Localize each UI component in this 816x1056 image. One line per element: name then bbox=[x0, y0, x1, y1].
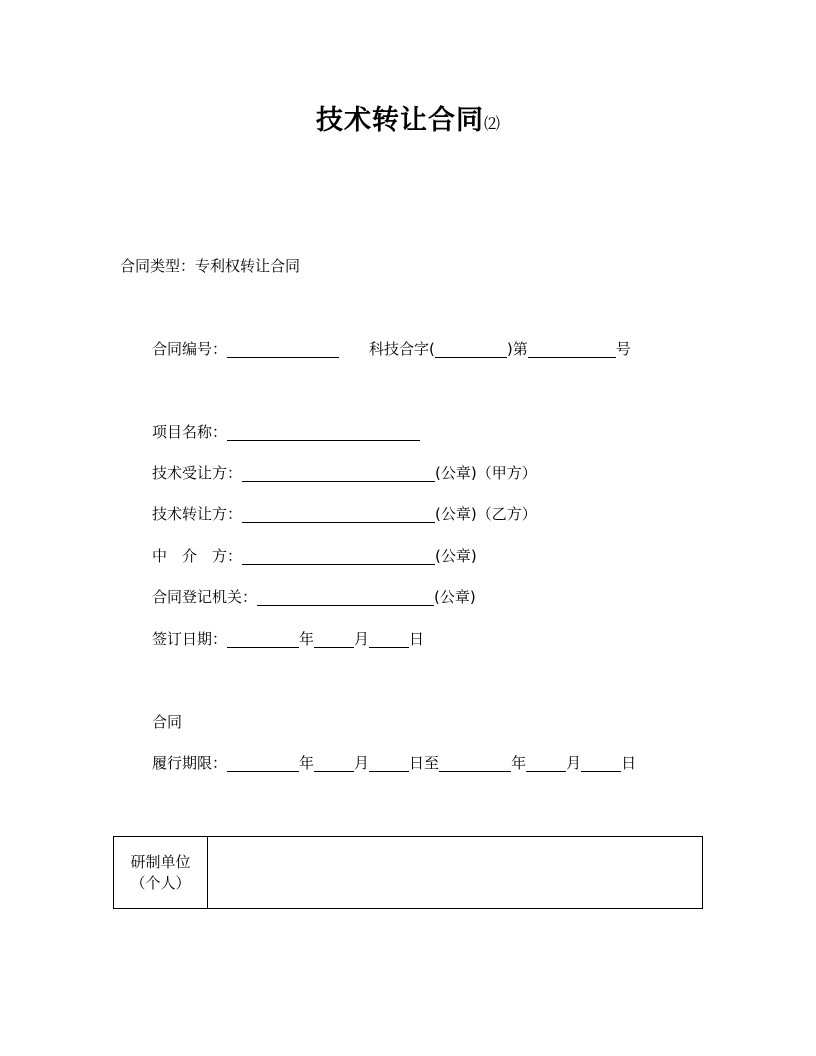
start-month-blank[interactable] bbox=[314, 754, 354, 772]
registration-authority-suffix: (公章) bbox=[434, 588, 476, 606]
contract-number-prefix: 科技合字( bbox=[369, 340, 435, 358]
developer-label-line2: （个人） bbox=[130, 873, 191, 892]
assignor-line bbox=[152, 504, 537, 524]
developer-value-cell[interactable] bbox=[208, 837, 702, 908]
assignee-line bbox=[152, 463, 537, 483]
signing-month-unit: 月 bbox=[354, 630, 370, 648]
title-suffix: ⑵ bbox=[483, 114, 500, 133]
signing-day-blank[interactable] bbox=[369, 630, 409, 648]
start-month-unit: 月 bbox=[354, 754, 370, 772]
intermediary-suffix: (公章) bbox=[435, 547, 477, 565]
signing-day-unit: 日 bbox=[409, 630, 425, 648]
project-name-blank[interactable] bbox=[227, 423, 420, 441]
contract-type-value: 专利权转让合同 bbox=[195, 257, 301, 275]
intermediary-label: 中 介 方： bbox=[152, 547, 243, 565]
project-name-label: 项目名称： bbox=[152, 423, 228, 441]
contract-number-line bbox=[152, 339, 631, 359]
developer-label-cell bbox=[114, 837, 208, 908]
contract-number-suffix: 号 bbox=[615, 340, 631, 358]
developer-label-line1: 研制单位 bbox=[130, 852, 191, 871]
assignor-label: 技术转让方： bbox=[152, 505, 243, 523]
start-day-blank[interactable] bbox=[369, 754, 409, 772]
intermediary-blank[interactable] bbox=[242, 547, 435, 565]
signing-date-line bbox=[152, 629, 424, 649]
signing-year-unit: 年 bbox=[299, 630, 315, 648]
end-day-unit: 日 bbox=[621, 754, 637, 772]
contract-year-blank[interactable] bbox=[435, 340, 507, 358]
contract-serial-blank[interactable] bbox=[528, 340, 616, 358]
contract-number-blank[interactable] bbox=[227, 340, 339, 358]
performance-label: 履行期限： bbox=[152, 754, 228, 772]
signing-month-blank[interactable] bbox=[314, 630, 354, 648]
assignor-suffix: (公章)（乙方） bbox=[435, 505, 537, 523]
performance-heading-line bbox=[152, 712, 182, 732]
end-day-blank[interactable] bbox=[581, 754, 621, 772]
contract-type-line bbox=[120, 256, 300, 276]
intermediary-line bbox=[152, 546, 477, 566]
performance-period-line bbox=[152, 753, 636, 773]
end-month-blank[interactable] bbox=[526, 754, 566, 772]
title-text: 技术转让合同 bbox=[315, 105, 484, 136]
registration-authority-blank[interactable] bbox=[257, 588, 434, 606]
performance-heading: 合同 bbox=[152, 713, 183, 731]
document-title bbox=[0, 98, 816, 137]
assignor-blank[interactable] bbox=[242, 505, 435, 523]
registration-authority-label: 合同登记机关： bbox=[152, 588, 258, 606]
registration-authority-line bbox=[152, 587, 476, 607]
end-year-blank[interactable] bbox=[439, 754, 511, 772]
start-day-unit: 日至 bbox=[409, 754, 440, 772]
assignee-blank[interactable] bbox=[242, 464, 435, 482]
signing-date-label: 签订日期： bbox=[152, 630, 228, 648]
developer-table bbox=[113, 836, 703, 909]
end-year-unit: 年 bbox=[511, 754, 527, 772]
assignee-label: 技术受让方： bbox=[152, 464, 243, 482]
signing-year-blank[interactable] bbox=[227, 630, 299, 648]
project-name-line bbox=[152, 422, 420, 442]
start-year-unit: 年 bbox=[299, 754, 315, 772]
contract-number-middle: )第 bbox=[506, 340, 528, 358]
start-year-blank[interactable] bbox=[227, 754, 299, 772]
contract-number-label: 合同编号： bbox=[152, 340, 228, 358]
assignee-suffix: (公章)（甲方） bbox=[435, 464, 537, 482]
end-month-unit: 月 bbox=[566, 754, 582, 772]
contract-type-label: 合同类型： bbox=[120, 257, 196, 275]
